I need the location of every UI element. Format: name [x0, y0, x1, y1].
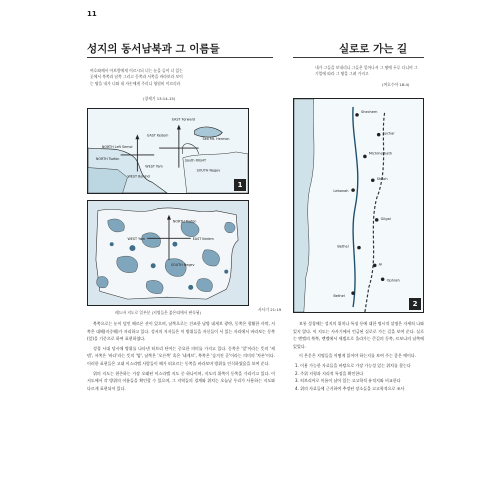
label-north-tsafon: NORTH Tsafon: [95, 156, 120, 161]
place-michmethath: Michmethath: [368, 151, 393, 156]
map-number-2: 2: [409, 298, 421, 310]
label-west-behind: WEST Behind: [127, 174, 150, 179]
scripture-citation-right: (여호수아 18:4): [382, 82, 410, 87]
page-number: 11: [87, 10, 97, 18]
paragraph: 보통 성경에는 성지의 위치나 특징 등에 대한 명시적 설명은 자세히 나와 있지 않다. 이 지도는 사사기에서 언급된 실로로 가는 길을 보여 준다. 실로는 벧엘의 북쪽, 벧엘에서 세겜으로 올라가는 큰길의 동쪽, 르보나의 남쪽에 있었다.: [293, 321, 424, 349]
paragraph: 성경 시대 당시에 방위를 나타낸 히브리 단어는 중요한 의미를 가지고 있다. 동쪽은 '앞'이라는 뜻의 '케뎀', 서쪽은 '바다'라는 뜻의 '얌', 남쪽은 '오른쪽' 혹은 '네게브', 북쪽은 '숨겨진 곳'이라는 의미의 '차폰'이다. 이러한 표현들은 고대 이스라엘 사람들이 해가 떠오르는 동쪽을 바라보며 방위를 인식하였음을 보여 준다.: [87, 345, 275, 366]
title-rule-right: [293, 57, 424, 58]
scripture-quote-left: 여호와께서 아브람에게 이르시되 너는 눈을 들어 너 있는 곳에서 북쪽과 남쪽 그리고 동쪽과 서쪽을 바라보라 보이는 땅을 내가 너와 네 자손에게 주리니 영원히 이르리라: [90, 68, 183, 86]
ancient-mosaic-map: [87, 200, 249, 306]
label-south-right: South RIGHT: [184, 158, 207, 163]
place-sychar: Sychar: [382, 131, 395, 136]
label-west-yam: WEST Yam: [145, 164, 163, 169]
list-item: 2. 주위 지형과 지리적 특징을 확인한다: [295, 370, 364, 376]
map-number-1: 1: [234, 179, 246, 191]
list-item: 1. 이용 가능한 자료들을 바탕으로 가장 가능성 있는 위치를 찾는다: [295, 362, 411, 368]
body-text-right: [293, 320, 424, 392]
section-title-left: 성지의 동서남북과 그 이름들: [87, 43, 220, 55]
paragraph: 북쪽으로는 눈이 덮인 헤르몬 산이 있으며, 남쪽으로는 건조한 남방 네게브 광야, 동쪽은 광활한 사막, 서쪽은 대해(지중해)가 자리하고 있다. 성서의 저자들은 이 방위들을 자신들이 서 있는 자리에서 바라보는 동쪽(앞)을 기준으로 하여 표현하였다.: [87, 321, 275, 342]
place-bethel-south: Bethel: [333, 294, 345, 299]
map-caption-right: 사사기 21:19: [258, 307, 282, 312]
place-ai: Ai: [378, 262, 383, 267]
route-to-shiloh-map: [293, 98, 424, 313]
mosaic-label-south: SOUTH Negev: [170, 262, 195, 267]
scripture-quote-right: 내가 그들을 보내리니 그들은 일어나서 그 땅에 두루 다니며 그 기업에 따라 그 땅을 그려 가지고: [315, 65, 418, 77]
scripture-citation-left: (창세기 13:14-15): [143, 96, 176, 101]
place-shiloh: Shiloh: [376, 177, 388, 182]
label-mt-hermon: Sea Mt. Hermon: [202, 137, 230, 142]
place-gilgal: Gilgal: [380, 216, 391, 221]
label-east-kedem: EAST Kedem: [147, 133, 169, 138]
numbered-list: [293, 362, 424, 392]
paragraph: 이 본문은 지명들을 어떻게 읽어야 하는지를 보여 주는 좋은 예이다.: [299, 353, 417, 359]
map-caption-left: 레드바 지도로 일부분 (지명들은 붉은띠에서 판독됨): [115, 310, 202, 315]
label-east-forward: EAST Forward: [171, 117, 196, 122]
section-title-right: 실로로 가는 길: [339, 43, 408, 55]
compass-orientation-map: [87, 108, 249, 194]
place-lebonah: Lebonah: [333, 189, 349, 194]
body-text-left: [87, 320, 275, 394]
label-south-negev: SOUTH Negev: [196, 168, 221, 173]
list-item: 4. 위의 자료들에 근거하여 추정된 장소들을 고고학적으로 조사: [295, 385, 405, 391]
place-ophrah: Ophrah: [386, 278, 400, 283]
mosaic-label-west: WEST Yam: [127, 237, 146, 242]
paragraph: 위의 지도는 현존하는 가장 오래된 이스라엘 지도 중 하나이며, 지도의 위쪽이 동쪽을 가리키고 있다. 이 지도에서 각 방위의 이름들을 확인할 수 있으며, 그 지역들의 경계와 위치는 오늘날 우리가 사용하는 지도와 다르게 표현되어 있다.: [87, 370, 275, 391]
title-rule-left: [87, 57, 273, 58]
label-north-left: NORTH Left Semol: [101, 145, 133, 150]
place-shechem: Shechem: [360, 109, 378, 114]
mosaic-label-east: EAST Kedem: [192, 237, 214, 242]
place-bethel: Bethel: [337, 244, 349, 249]
list-item: 3. 히브리어로 이름이 남아 있는 고고학적 유적지와 비교한다: [295, 378, 401, 384]
mosaic-label-north: NORTH Tsafon: [172, 219, 197, 224]
